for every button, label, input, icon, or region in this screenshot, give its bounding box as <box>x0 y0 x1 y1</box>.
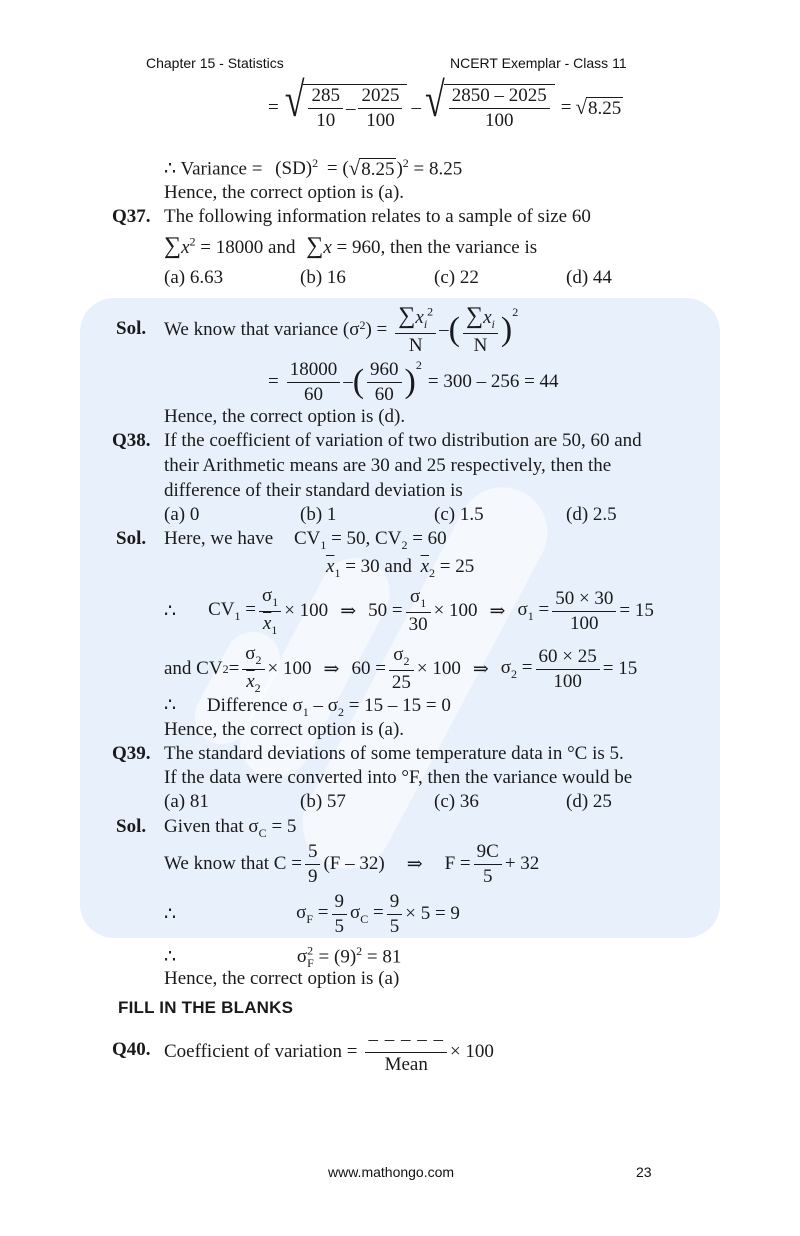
given-text: = 50, CV <box>331 528 402 549</box>
fraction-denominator: 60 <box>367 382 402 406</box>
formula-text: ) = <box>365 319 388 340</box>
question-number: Q40. <box>112 1039 151 1060</box>
question-text: If the coefficient of variation of two distribution are 50, 60 and <box>164 430 642 451</box>
given-value: = 5 <box>271 816 297 837</box>
fraction-numerator: 285 <box>311 85 340 106</box>
question-text: their Arithmetic means are 30 and 25 respectively, then the <box>164 455 612 476</box>
fraction-denominator: 10 <box>308 108 343 132</box>
means-text: = 25 <box>439 556 475 577</box>
difference-line: ∴ Difference $\sigma_1 - \sigma_2 = 15 - 15 = 0$ <box>164 695 451 719</box>
formula-text: We know that C = <box>164 853 302 874</box>
solution-label: Sol. <box>116 318 147 339</box>
variance-computation: = $\frac{18000}{60}$ – ( $\frac{960}{60}$ ) $^2$ = 300 – 256 = 44 <box>268 357 559 405</box>
page-number: 23 <box>636 1164 652 1180</box>
given-text: = 60 <box>412 528 447 549</box>
variance-label: ∴ Variance = <box>164 158 263 180</box>
sigma2-derivation: and CV 2 = $\frac{\sigma_2}{\overline{x}_2}$ × 100 ⇒ 60 = $\frac{\sigma_2}{25}$ × 100 ⇒ $\sigma_2$ = $\frac{60 \times 25}{100}$ = 15 <box>164 642 638 695</box>
variance-f-result: = 81 <box>366 946 402 968</box>
question-number: Q38. <box>112 430 151 451</box>
equation-part: and CV <box>164 658 223 679</box>
equation-result: = 15 <box>602 658 638 679</box>
option-b: (b) 1 <box>300 504 337 525</box>
option-c: (c) 1.5 <box>434 504 484 525</box>
variance-f-line: ∴ $\sigma^2_F = (9)^2 = 81$ <box>164 944 402 971</box>
chapter-title: Chapter 15 - Statistics <box>146 55 284 71</box>
answer-line: Hence, the correct option is (a). <box>164 182 405 203</box>
sigma-f-line: ∴ $\sigma_F$ = $\frac{9}{5}$ $\sigma_C$ = $\frac{9}{5}$ × 5 = 9 <box>164 890 460 937</box>
question-number: Q39. <box>112 743 151 764</box>
variance-formula: We know that variance (σ $^2$ ) = $\frac{\sum x_i^2}{N}$ – ( $\frac{\sum x_i}{N}$ ) $^2$ <box>164 303 519 356</box>
fraction-numerator: 2025 <box>361 85 400 106</box>
formula-text: × 100 <box>449 1041 494 1062</box>
equals-sign: = <box>268 97 279 118</box>
fraction-numerator: 2850 – 2025 <box>451 85 547 106</box>
option-d: (d) 25 <box>566 791 612 812</box>
blank-placeholder: – – – – – <box>368 1028 444 1050</box>
section-heading: FILL IN THE BLANKS <box>118 998 294 1017</box>
equation-part: 50 = <box>368 600 403 621</box>
difference-result: = 15 – 15 = 0 <box>348 695 451 716</box>
formula-text: Coefficient of variation = <box>164 1041 358 1062</box>
question-text: The standard deviations of some temperature data in °C is 5. <box>164 743 624 764</box>
difference-text: Difference σ <box>206 695 303 716</box>
coefficient-formula <box>164 1024 494 1080</box>
variance-f-text: = (9) <box>318 946 357 968</box>
given-text: Given that σ <box>164 816 259 837</box>
fraction-denominator: 60 <box>287 382 341 406</box>
option-c: (c) 22 <box>434 267 479 288</box>
fraction-numerator: 18000 <box>289 358 338 380</box>
fraction-numerator: 60 × 25 <box>538 645 597 667</box>
question-number: Q37. <box>112 206 151 227</box>
question-text: The following information relates to a sample of size 60 <box>164 206 591 227</box>
equation-part: 60 = <box>351 658 386 679</box>
answer-line: Hence, the correct option is (d). <box>164 406 406 427</box>
formula-text: F = <box>444 853 471 874</box>
answer-line: Hence, the correct option is (a). <box>164 719 405 740</box>
option-b: (b) 16 <box>300 267 346 288</box>
solution-label: Sol. <box>116 816 147 837</box>
sqrt-result: √ 8.25 <box>575 94 622 119</box>
sigma1-derivation: ∴ $CV_1$ = $\frac{\sigma_1}{\overline{x}_1}$ × 100 ⇒ 50 = $\frac{\sigma_1}{30}$ × 100 ⇒ $\sigma_1$ = $\frac{50 \times 30}{100}$ = 15 <box>164 584 654 637</box>
sqrt-expression: √ $\frac{285}{10}$ – $\frac{2025}{100}$ <box>285 84 408 132</box>
fraction-denominator: Mean <box>365 1052 447 1076</box>
formula-part: = 18000 and <box>200 237 296 258</box>
variance-result: = 8.25 <box>413 158 463 180</box>
option-d: (d) 44 <box>566 267 612 288</box>
option-a: (a) 81 <box>164 791 209 812</box>
equation-result: = 15 <box>619 600 654 621</box>
sqrt-expression: √ $\frac{2850 - 2025}{100}$ <box>425 84 555 132</box>
formula-part: = 960, then the variance is <box>336 237 538 258</box>
solution-label: Sol. <box>116 528 147 549</box>
answer-line: Hence, the correct option is (a) <box>164 968 400 989</box>
sigma-f-result: × 5 = 9 <box>405 903 460 924</box>
option-d: (d) 2.5 <box>566 504 617 525</box>
sd-calc-line: = √ $\frac{285}{10}$ – $\frac{2025}{100}$ – √ $\frac{2850 - 2025}{100}$ = √ 8.25 <box>268 72 622 131</box>
option-c: (c) 36 <box>434 791 479 812</box>
means-line: $\overline{x}_1 = 30$ and $\overline{x}_2 = 25$ <box>326 556 475 580</box>
fraction-numerator: 960 <box>370 358 399 380</box>
fraction-denominator: 100 <box>552 611 616 635</box>
question-text: If the data were converted into °F, then the variance would be <box>164 767 633 788</box>
fraction-numerator: 50 × 30 <box>555 587 614 609</box>
given-line: Given that $\sigma_C = 5$ <box>164 816 297 840</box>
sqrt-result: √ 8.25 <box>348 156 395 181</box>
question-text: difference of their standard deviation is <box>164 480 463 501</box>
given-text: Here, we have <box>164 528 274 549</box>
formula-text: + 32 <box>504 853 540 874</box>
sd-symbol: (SD) <box>275 158 313 180</box>
means-text: = 30 and <box>345 556 412 577</box>
formula-text: (F – 32) <box>323 853 385 874</box>
fraction-denominator: 100 <box>358 108 402 132</box>
fraction-denominator: 100 <box>449 108 550 132</box>
book-title: NCERT Exemplar - Class 11 <box>450 55 627 71</box>
given-line: Here, we have $CV_1 = 50$, $CV_2 = 60$ <box>164 528 447 552</box>
option-a: (a) 0 <box>164 504 200 525</box>
question-formula: $\sum x^2 = 18000$ and ∑x = 960, then the variance is <box>164 233 538 259</box>
option-a: (a) 6.63 <box>164 267 224 288</box>
formula-text: We know that variance (σ <box>164 319 360 340</box>
computation-result: = 300 – 256 = 44 <box>427 371 559 392</box>
conversion-formula: We know that C = $\frac{5}{9}$ (F – 32) ⇒ F = $\frac{9C}{5}$ + 32 <box>164 840 540 887</box>
variance-line: ∴ Variance = (SD)$^2$ = ( √ 8.25 )$^2$ = 8.25 <box>164 156 463 181</box>
fraction-denominator: 100 <box>536 669 600 693</box>
option-b: (b) 57 <box>300 791 346 812</box>
footer-website: www.mathongo.com <box>328 1164 455 1180</box>
